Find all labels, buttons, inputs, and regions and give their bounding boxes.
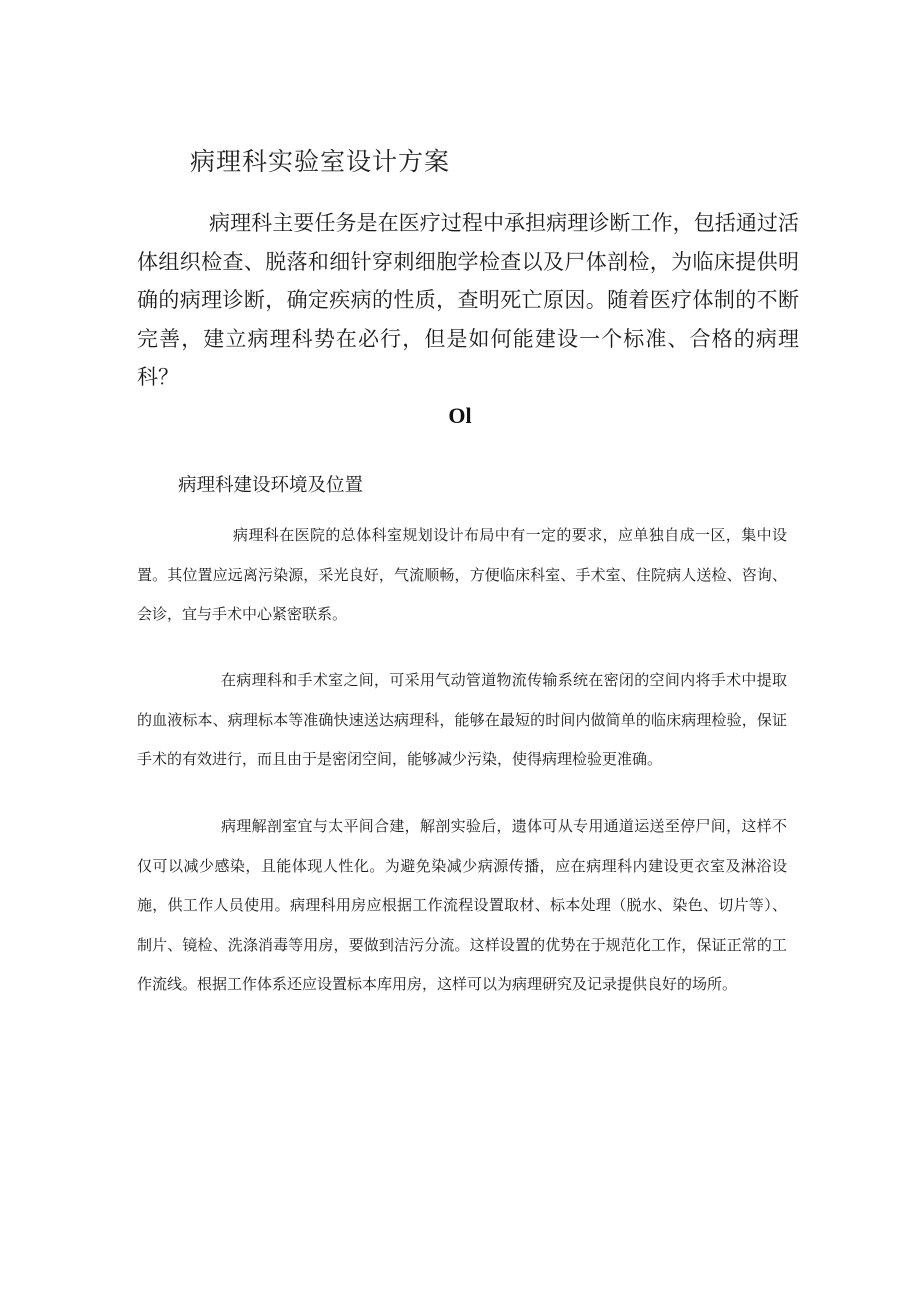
document-title: 病理科实验室设计方案 xyxy=(190,147,451,176)
section-heading: 病理科建设环境及位置 xyxy=(178,475,364,496)
body-paragraph-transport: 在病理科和手术室之间，可采用气动管道物流传输系统在密闭的空间内将手术中提取的血液标本、病理标本等准确快速送达病理科，能够在最短的时间内做简单的临床病理检验，保证手术的有效进行，而且由于是密闭空间，能够减少污染，使得病理检验更准确。 xyxy=(137,671,787,768)
body-paragraph-location: 病理科在医院的总体科室规划设计布局中有一定的要求，应单独自成一区，集中设置。其位置应远离污染源，采光良好，气流顺畅，方便临床科室、手术室、住院病人送检、咨询、会诊，宜与手术中心紧密联系。 xyxy=(137,526,787,623)
body-paragraph-autopsy-rooms: 病理解剖室宜与太平间合建，解剖实验后，遗体可从专用通道运送至停尸间，这样不仅可以减少感染，且能体现人性化。为避免染减少病源传播，应在病理科内建设更衣室及淋浴设施，供工作人员使用。病理科用房应根据工作流程设置取材、标本处理（脱水、染色、切片等）、制片、镜检、洗涤消毒等用房，要做到洁污分流。这样设置的优势在于规范化工作，保证正常的工作流线。根据工作体系还应设置标本库用房，这样可以为病理研究及记录提供良好的场所。 xyxy=(137,817,787,993)
intro-paragraph: 病理科主要任务是在医疗过程中承担病理诊断工作，包括通过活体组织检查、脱落和细针穿刺细胞学检查以及尸体剖检，为临床提供明确的病理诊断，确定疾病的性质，查明死亡原因。随着医疗体制的不断完善，建立病理科势在必行，但是如何能建设一个标准、合格的病理科？ xyxy=(137,211,799,389)
section-number: Ol xyxy=(448,403,472,428)
